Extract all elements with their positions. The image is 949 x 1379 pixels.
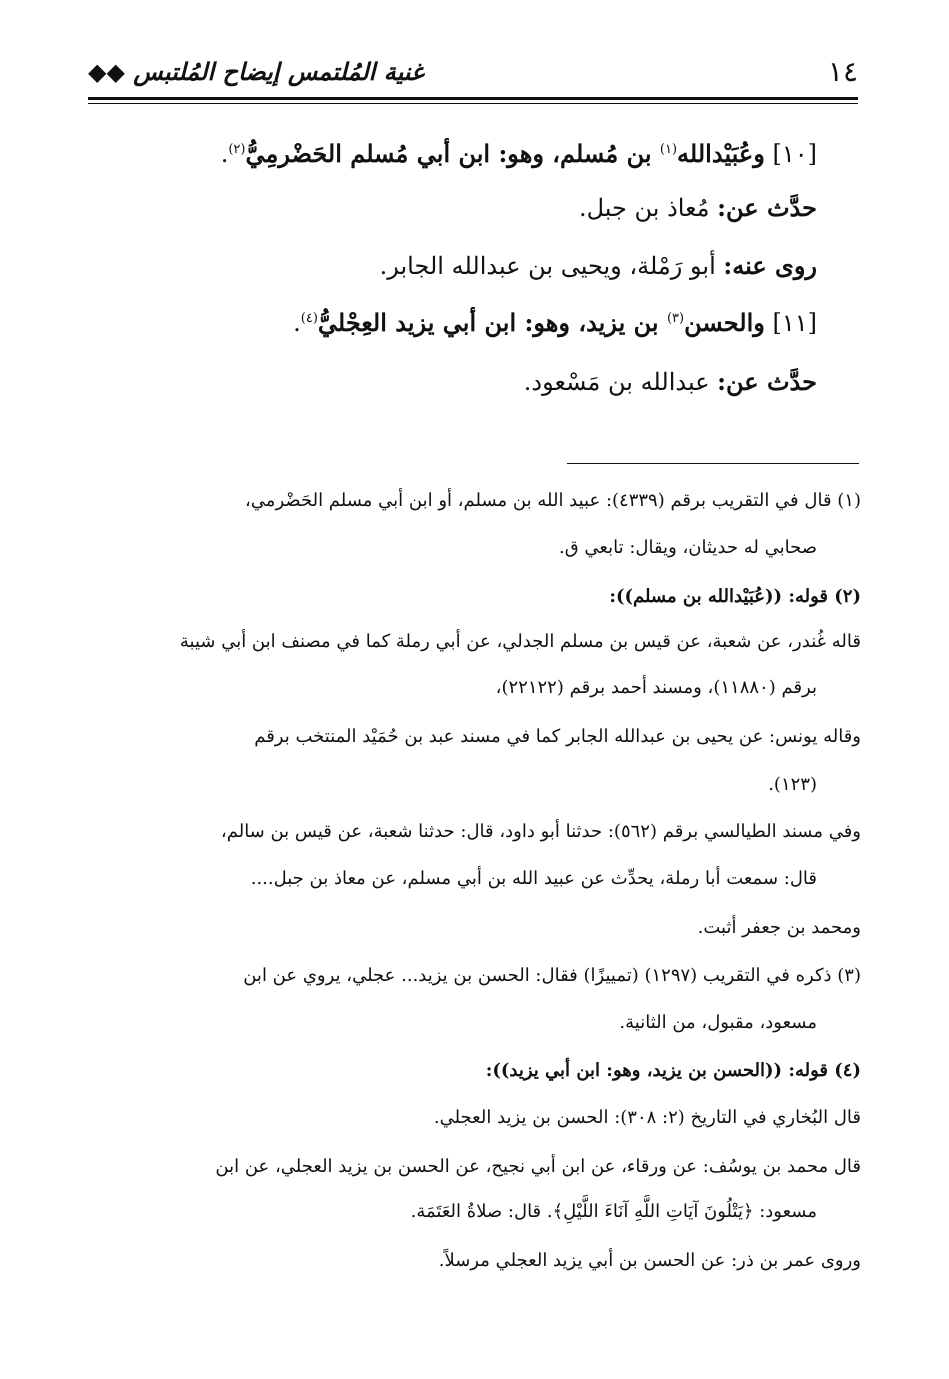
footnote-line: وروى عمر بن ذر: عن الحسن بن أبي يزيد العجلي مرسلاً. xyxy=(438,1250,861,1271)
running-title: غنية المُلتمس إيضاح المُلتبس ◆◆ xyxy=(88,57,424,86)
footnote-line: قال: سمعت أبا رملة، يحدِّث عن عبيد الله بن أبي مسلم، عن معاذ بن جبل.... xyxy=(250,868,817,889)
footnote-line: قال البُخاري في التاريخ (٢: ٣٠٨): الحسن بن يزيد العجلي. xyxy=(433,1107,861,1128)
footnote-line: (٤) قوله: ((الحسن بن يزيد، وهو: ابن أبي يزيد)): xyxy=(485,1060,861,1081)
footnote-separator xyxy=(567,463,859,464)
field-label: روى عنه: xyxy=(723,251,817,280)
entry-number: [١٠] xyxy=(764,140,817,168)
footnote-ref: (١) xyxy=(659,142,678,157)
footnote-line: (١) قال في التقريب برقم (٤٣٣٩): عبيد الله بن مسلم، أو ابن أبي مسلم الحَضْرمي، xyxy=(244,490,861,511)
footnote-line: ومحمد بن جعفر أثبت. xyxy=(697,917,861,938)
footnote-line: صحابي له حديثان، ويقال: تابعي ق. xyxy=(559,537,817,558)
field-value: عبدالله بن مَسْعود. xyxy=(523,368,718,396)
narrator-lineage: بن مُسلم، وهو: ابن أبي مُسلم الحَضْرمِيُّ xyxy=(245,139,660,168)
field-label: حدَّث عن: xyxy=(717,367,817,396)
entry-11-narrated-from xyxy=(524,362,817,402)
header-rule-thick xyxy=(88,97,858,100)
entry-11-heading xyxy=(293,303,817,343)
field-label: حدَّث عن: xyxy=(717,193,817,222)
footnote-line: مسعود: ﴿يَتْلُونَ آيَاتِ اللَّهِ آنَاءَ اللَّيْلِ﴾. قال: صلاةُ العَتَمَة. xyxy=(410,1201,817,1222)
footnote-line: برقم (١١٨٨٠)، ومسند أحمد برقم (٢٢١٢٢)، xyxy=(495,677,817,698)
entry-number: [١١] xyxy=(764,309,817,337)
period: . xyxy=(293,309,301,337)
footnote-ref: (٢) xyxy=(228,142,246,157)
narrator-name: وعُبَيْدالله xyxy=(677,139,765,168)
narrator-name: والحسن xyxy=(684,308,765,337)
footnote-line: وقاله يونس: عن يحيى بن عبدالله الجابر كما في مسند عبد بن حُمَيْد المنتخب برقم xyxy=(254,726,861,747)
footnote-line: (١٢٣). xyxy=(768,774,817,795)
page-header xyxy=(88,52,858,92)
footnote-line: مسعود، مقبول، من الثانية. xyxy=(619,1012,817,1033)
field-value: أبو رَمْلة، ويحيى بن عبدالله الجابر. xyxy=(379,252,724,280)
footnote-line: وفي مسند الطيالسي برقم (٥٦٢): حدثنا أبو داود، قال: حدثنا شعبة، عن قيس بن سالم، xyxy=(220,821,861,842)
page-number: ١٤ xyxy=(827,55,858,88)
footnote-ref: (٤) xyxy=(300,311,318,326)
footnote-line: قاله غُندر، عن شعبة، عن قيس بن مسلم الجدلي، عن أبي رملة كما في مصنف ابن أبي شيبة xyxy=(179,631,861,652)
entry-10-narrated-from xyxy=(579,188,817,228)
narrator-lineage: بن يزيد، وهو: ابن أبي يزيد العِجْليُّ xyxy=(317,308,667,337)
entry-10-narrators xyxy=(380,246,817,286)
field-value: مُعاذ بن جبل. xyxy=(579,194,718,222)
footnote-line: (٣) ذكره في التقريب (١٢٩٧) (تمييزًا) فقال: الحسن بن يزيد... عجلي، يروي عن ابن xyxy=(243,965,861,986)
period: . xyxy=(220,140,229,168)
header-rule-thin xyxy=(88,103,858,104)
footnote-line: قال محمد بن يوسُف: عن ورقاء، عن ابن أبي نجيح، عن الحسن بن يزيد العجلي، عن ابن xyxy=(215,1156,861,1177)
entry-10-heading xyxy=(221,134,817,174)
footnote-line: (٢) قوله: ((عُبَيْدالله بن مسلم)): xyxy=(609,586,861,607)
footnote-ref: (٣) xyxy=(666,311,685,326)
